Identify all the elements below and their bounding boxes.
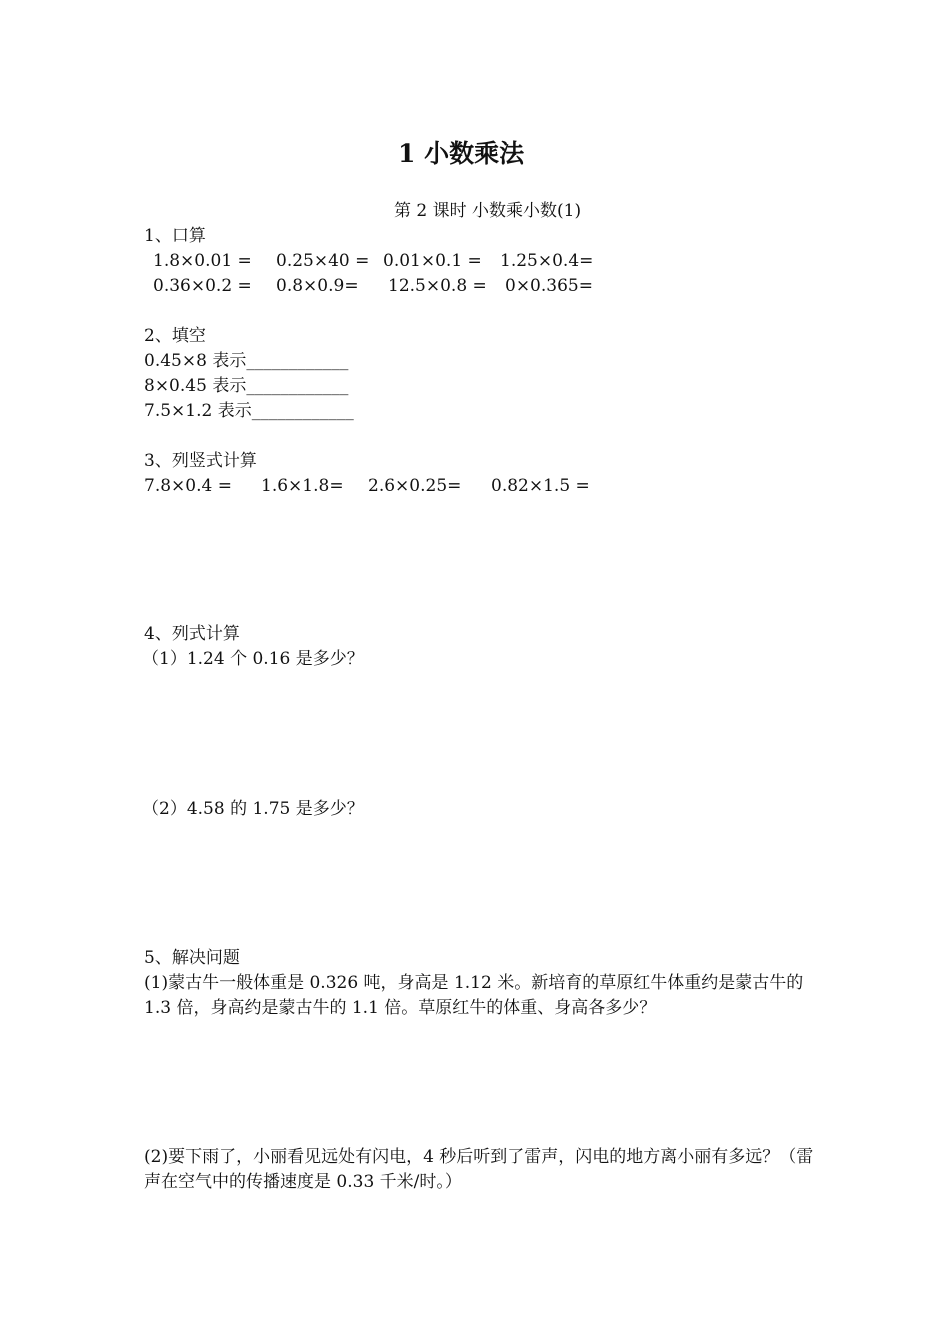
oral-calc-item: 0.8×0.9= — [276, 276, 359, 296]
vertical-calc-item: 7.8×0.4 = — [144, 476, 232, 496]
equation-question-1: （1）1.24 个 0.16 是多少？ — [142, 649, 364, 669]
vertical-calc-item: 0.82×1.5 = — [491, 476, 590, 496]
vertical-calc-item: 2.6×0.25= — [368, 476, 462, 496]
section-1-heading: 1、口算 — [144, 226, 206, 246]
oral-calc-item: 0×0.365= — [505, 276, 593, 296]
fill-blank-line: 7.5×1.2 表示____________ — [144, 401, 354, 421]
oral-calc-item: 0.36×0.2 = — [153, 276, 252, 296]
fill-blank-line: 8×0.45 表示____________ — [144, 376, 349, 396]
section-2-heading: 2、填空 — [144, 326, 206, 346]
oral-calc-item: 1.8×0.01 = — [153, 251, 252, 271]
fill-blank-line: 0.45×8 表示____________ — [144, 351, 349, 371]
section-5-heading: 5、解决问题 — [144, 948, 240, 968]
word-problem-1: (1)蒙古牛一般体重是 0.326 吨，身高是 1.12 米。新培育的草原红牛体重约是蒙古牛的 1.3 倍，身高约是蒙古牛的 1.1 倍。草原红牛的体重、身高各多少？ — [144, 973, 804, 1018]
equation-question-2: （2）4.58 的 1.75 是多少？ — [142, 799, 364, 819]
worksheet-title: 1 小数乘法 — [398, 139, 525, 168]
section-3-heading: 3、列竖式计算 — [144, 451, 257, 471]
word-problem-2: (2)要下雨了，小丽看见远处有闪电，4 秒后听到了雷声，闪电的地方离小丽有多远？（雷声在空气中的传播速度是 0.33 千米/时。） — [144, 1147, 814, 1192]
oral-calc-item: 0.25×40 = — [276, 251, 370, 271]
lesson-subtitle: 第 2 课时 小数乘小数(1) — [394, 201, 582, 221]
oral-calc-item: 1.25×0.4= — [500, 251, 594, 271]
vertical-calc-item: 1.6×1.8= — [261, 476, 344, 496]
section-4-heading: 4、列式计算 — [144, 624, 240, 644]
oral-calc-item: 0.01×0.1 = — [383, 251, 482, 271]
oral-calc-item: 12.5×0.8 = — [388, 276, 487, 296]
